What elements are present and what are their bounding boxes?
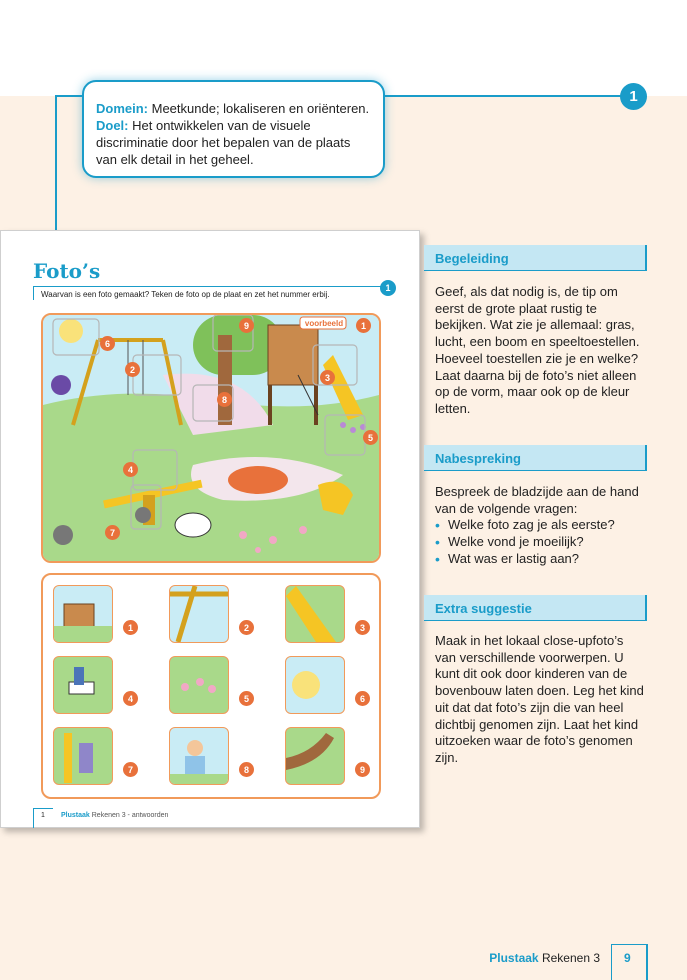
photo-tile-3: [285, 585, 345, 643]
scene-number-7: 7: [105, 525, 120, 540]
photo-tile-6: [285, 656, 345, 714]
scene-number-2: 2: [125, 362, 140, 377]
footer-rule-right: [646, 944, 648, 980]
tile-number-7: 7: [123, 762, 138, 777]
question-item: • Welke vond je moeilijk?: [435, 534, 645, 551]
scene-number-5: 5: [363, 430, 378, 445]
scene-number-4: 4: [123, 462, 138, 477]
worksheet-page: [0, 230, 420, 828]
worksheet-footer-brand: Plustaak: [61, 812, 90, 819]
worksheet-badge: 1: [380, 280, 396, 296]
question-item: • Wat was er lastig aan?: [435, 551, 645, 568]
section-body-nabespreking: [435, 484, 645, 568]
photo-tiles: [41, 573, 381, 799]
guide-number-badge: 1: [620, 83, 647, 110]
question-item: • Welke foto zag je als eerste?: [435, 517, 645, 534]
playground-illustration: [43, 315, 379, 561]
tile-number-4: 4: [123, 691, 138, 706]
scene-number-3: 3: [320, 370, 335, 385]
tire-icon: [53, 525, 73, 545]
worksheet-question: Waarvan is een foto gemaakt? Teken de foto op de plaat en zet het nummer erbij.: [41, 290, 330, 299]
tree-branch-icon: [286, 728, 344, 784]
tile-number-2: 2: [239, 620, 254, 635]
photo-tile-8: [169, 727, 229, 785]
scene-number-9: 9: [239, 318, 254, 333]
sun-icon: [286, 657, 344, 713]
worksheet-footer-subtitle: Rekenen 3 - antwoorden: [91, 812, 169, 819]
tree-trunk: [218, 335, 232, 425]
footer-rule-top: [611, 944, 647, 945]
footer-brand: Plustaak: [489, 951, 539, 965]
photo-tile-7: [53, 727, 113, 785]
balloon-icon: [51, 375, 71, 395]
section-body-extra-suggestie: Maak in het lokaal close-upfoto’s van verschillende voorwerpen. U kunt dit ook door kinderen van de bovenbouw laten doen. Leg het kind uit dat dat foto’s zijn die van heel dichtbij genomen zijn. Laat het kind uitzoeken waar de foto’s genomen zijn.: [435, 633, 644, 765]
scene-number-6: 6: [100, 336, 115, 351]
worksheet-footer-text: [61, 812, 168, 819]
scene-number-1: 1: [356, 318, 371, 333]
sun-icon: [59, 319, 83, 343]
photo-tile-4: [53, 656, 113, 714]
footer-page-number: 9: [624, 951, 631, 965]
footer-subtitle: Rekenen 3: [541, 951, 600, 965]
dog-icon: [175, 513, 211, 537]
domain-label: Domein:: [96, 101, 148, 116]
tile-number-5: 5: [239, 691, 254, 706]
child-icon: [170, 728, 228, 784]
playground-scene: [41, 313, 381, 563]
section-heading-extra-suggestie: Extra suggestie: [424, 595, 647, 621]
example-label: voorbeeld: [304, 319, 344, 328]
photo-tile-1: [53, 585, 113, 643]
photo-tile-5: [169, 656, 229, 714]
domain-goal-box: [82, 80, 385, 178]
worksheet-rule: [33, 286, 383, 287]
worksheet-title: Foto’s: [33, 259, 101, 283]
section-body-begeleiding: Geef, als dat nodig is, de tip om eerst de grote plaat rustig te bekijken. Wat zie je allemaal: gras, lucht, een boom en speeltoestellen. Hoeveel toestellen zie je en welke? Laat daarna bij de foto’s niet alleen op de vorm, maar ook op de kleur letten.: [435, 284, 640, 416]
header-rule-vertical: [55, 95, 57, 231]
slide-icon: [286, 586, 344, 642]
tile-number-8: 8: [239, 762, 254, 777]
tile-number-9: 9: [355, 762, 370, 777]
shoes-icon: [54, 657, 112, 713]
nabespreking-intro: Bespreek de bladzijde aan de hand van de volgende vragen:: [435, 484, 639, 516]
goal-label: Doel:: [96, 118, 129, 133]
nabespreking-questions: [435, 517, 645, 567]
flowers-icon: [170, 657, 228, 713]
tile-number-3: 3: [355, 620, 370, 635]
scene-number-8: 8: [217, 392, 232, 407]
domain-text: Meetkunde; lokaliseren en oriënteren.: [151, 101, 370, 116]
tile-number-6: 6: [355, 691, 370, 706]
photo-tile-2: [169, 585, 229, 643]
photo-tile-9: [285, 727, 345, 785]
goal-text: Het ontwikkelen van de visuele discriminatie door het bepalen van de plaats van elk detail in het geheel.: [96, 118, 351, 167]
worksheet-page-number: 1: [41, 812, 45, 819]
roundabout-icon: [228, 466, 288, 494]
climbing-frame-icon: [54, 586, 112, 642]
section-heading-nabespreking: Nabespreking: [424, 445, 647, 471]
section-heading-begeleiding: Begeleiding: [424, 245, 647, 271]
seesaw-spring-icon: [54, 728, 112, 784]
swing-set-icon: [170, 586, 228, 642]
worksheet-footer-line: [33, 808, 53, 809]
footer-title: [489, 951, 600, 965]
footer-rule-left: [611, 944, 612, 980]
worksheet-rule-vertical: [33, 286, 34, 300]
tile-number-1: 1: [123, 620, 138, 635]
